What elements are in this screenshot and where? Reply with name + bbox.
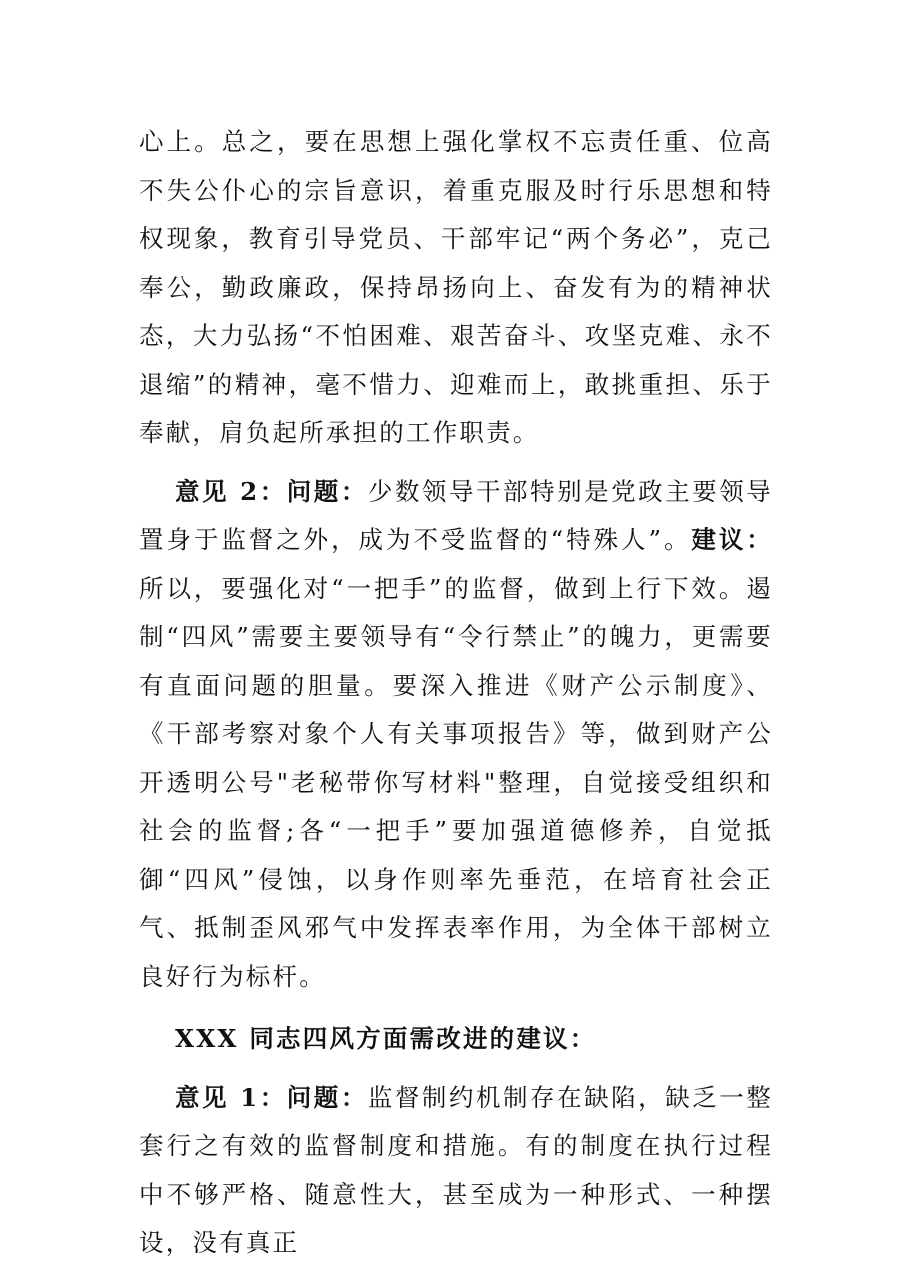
section-heading: XXX 同志四风方面需改进的建议： <box>175 1024 597 1053</box>
opinion-2-suggestion-text: 所以，要强化对“一把手”的监督，做到上行下效。遏制“四风”需要主要领导有“令行禁止”的魄力，更需要有直面问题的胆量。要深入推进《财产公示制度》、《干部考察对象个人有关事项报告》等，做到财产公开透明公号"老秘带你写材料"整理，自觉接受组织和社会的监督;各“一把手”要加强道德修养，自觉抵御“四风”侵蚀，以身作则率先垂范，在培育社会正气、抵制歪风邪气中发挥表率作用，为全体干部树立良好行为标杆。 <box>139 573 773 991</box>
opinion-2-suggestion-label: 建议： <box>691 525 773 554</box>
opinion-1-problem-text: 监督制约机制存在缺陷，缺乏一整套行之有效的监督制度和措施。有的制度在执行过程中不够严格、随意性大，甚至成为一种形式、一种摆设，没有真正 <box>139 1082 774 1257</box>
opinion-1-label: 意见 1： <box>175 1082 287 1112</box>
document-page <box>139 118 773 1268</box>
paragraph-continuation: 心上。总之，要在思想上强化掌权不忘责任重、位高不失公仆心的宗旨意识，着重克服及时行乐思想和特权现象，教育引导党员、干部牢记“两个务必”，克己奉公，勤政廉政，保持昂扬向上、奋发有为的精神状态，大力弘扬“不怕困难、艰苦奋斗、攻坚克难、永不退缩”的精神，毫不惜力、迎难而上，敢挑重担、乐于奉献，肩负起所承担的工作职责。 <box>139 127 773 447</box>
opinion-2-label: 意见 2： <box>175 476 287 506</box>
opinion-2-problem-text: 少数领导干部特别是党政主要领导置身于监督之外，成为不受监督的“特殊人”。 <box>139 476 774 554</box>
opinion-1-paragraph <box>139 1074 773 1268</box>
opinion-2-problem-label: 问题： <box>286 476 368 506</box>
opinion-2-paragraph <box>139 468 773 1002</box>
opinion-1-problem-label: 问题： <box>286 1082 368 1112</box>
